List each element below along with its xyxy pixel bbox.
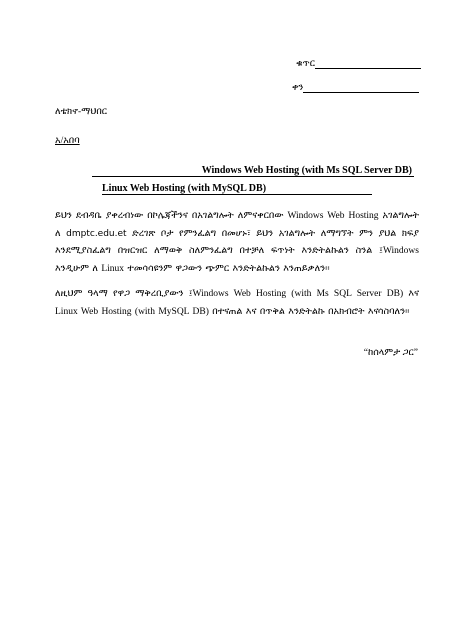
date-blank <box>303 92 419 93</box>
p2-linux: Linux Web Hosting (with MySQL DB) <box>55 306 209 317</box>
p1-domain: dmptc.edu.et <box>66 228 127 239</box>
subject-linux: Linux Web Hosting (with MySQL DB) <box>102 183 267 194</box>
body-paragraph-1 <box>55 208 419 278</box>
reference-blank <box>315 68 421 69</box>
date-label: ቀን <box>292 83 304 93</box>
p2-windows: Windows Web Hosting (with Ms SQL Server DB) <box>192 289 404 299</box>
p1-text-b: ድረገጽ ቦታ የምንፈልግ በመሆኑ፣ ይህን አገልግሎት ለማግኘት ምን ያህል ክፍያ እንደሚያስፈልግ በዝርዝር ለማወቅ ስለምንፈልግ በተቻለ ፍጥነት እንድትልኩልን ስንል ፤ <box>55 228 420 256</box>
p2-text-a: ለዚህም ዓላማ የዋጋ ማቅረቢያውን ፤ <box>55 289 193 299</box>
reference-number-line <box>296 58 421 69</box>
body-paragraph-2 <box>55 286 419 321</box>
p2-and: እና <box>403 289 419 299</box>
p2-text-b: በተናጠል እና በጥቅል እንድትልኩ በአክብሮት እናሳስባለን፡፡ <box>208 306 410 317</box>
p1-windows: Windows <box>382 246 419 256</box>
subject-line-2 <box>102 183 372 195</box>
subject-line-1 <box>92 165 414 177</box>
closing-salutation: “ከሰላምታ ጋር” <box>363 348 418 358</box>
p1-text-a: ይህን ደብዳቤ ያቀረብነው በኮሌጃችንና በአገልግሎት ለምናቀርበው Windows Web Hosting አገልግሎት ለ <box>55 211 419 239</box>
p1-text-c: እንዲሁም ለ Linux ተመሳሳዩንም ዋጋውን ጭምር እንድትልኩልን እንጠይቃለን፡፡ <box>55 263 330 274</box>
recipient-city: አ/አበባ <box>55 136 80 146</box>
date-line <box>292 82 419 93</box>
recipient-name: ለቴክኖ-ማህበር <box>55 107 108 117</box>
reference-label: ቁጥር <box>296 59 315 69</box>
subject-windows: Windows Web Hosting (with Ms SQL Server DB) <box>201 165 412 176</box>
